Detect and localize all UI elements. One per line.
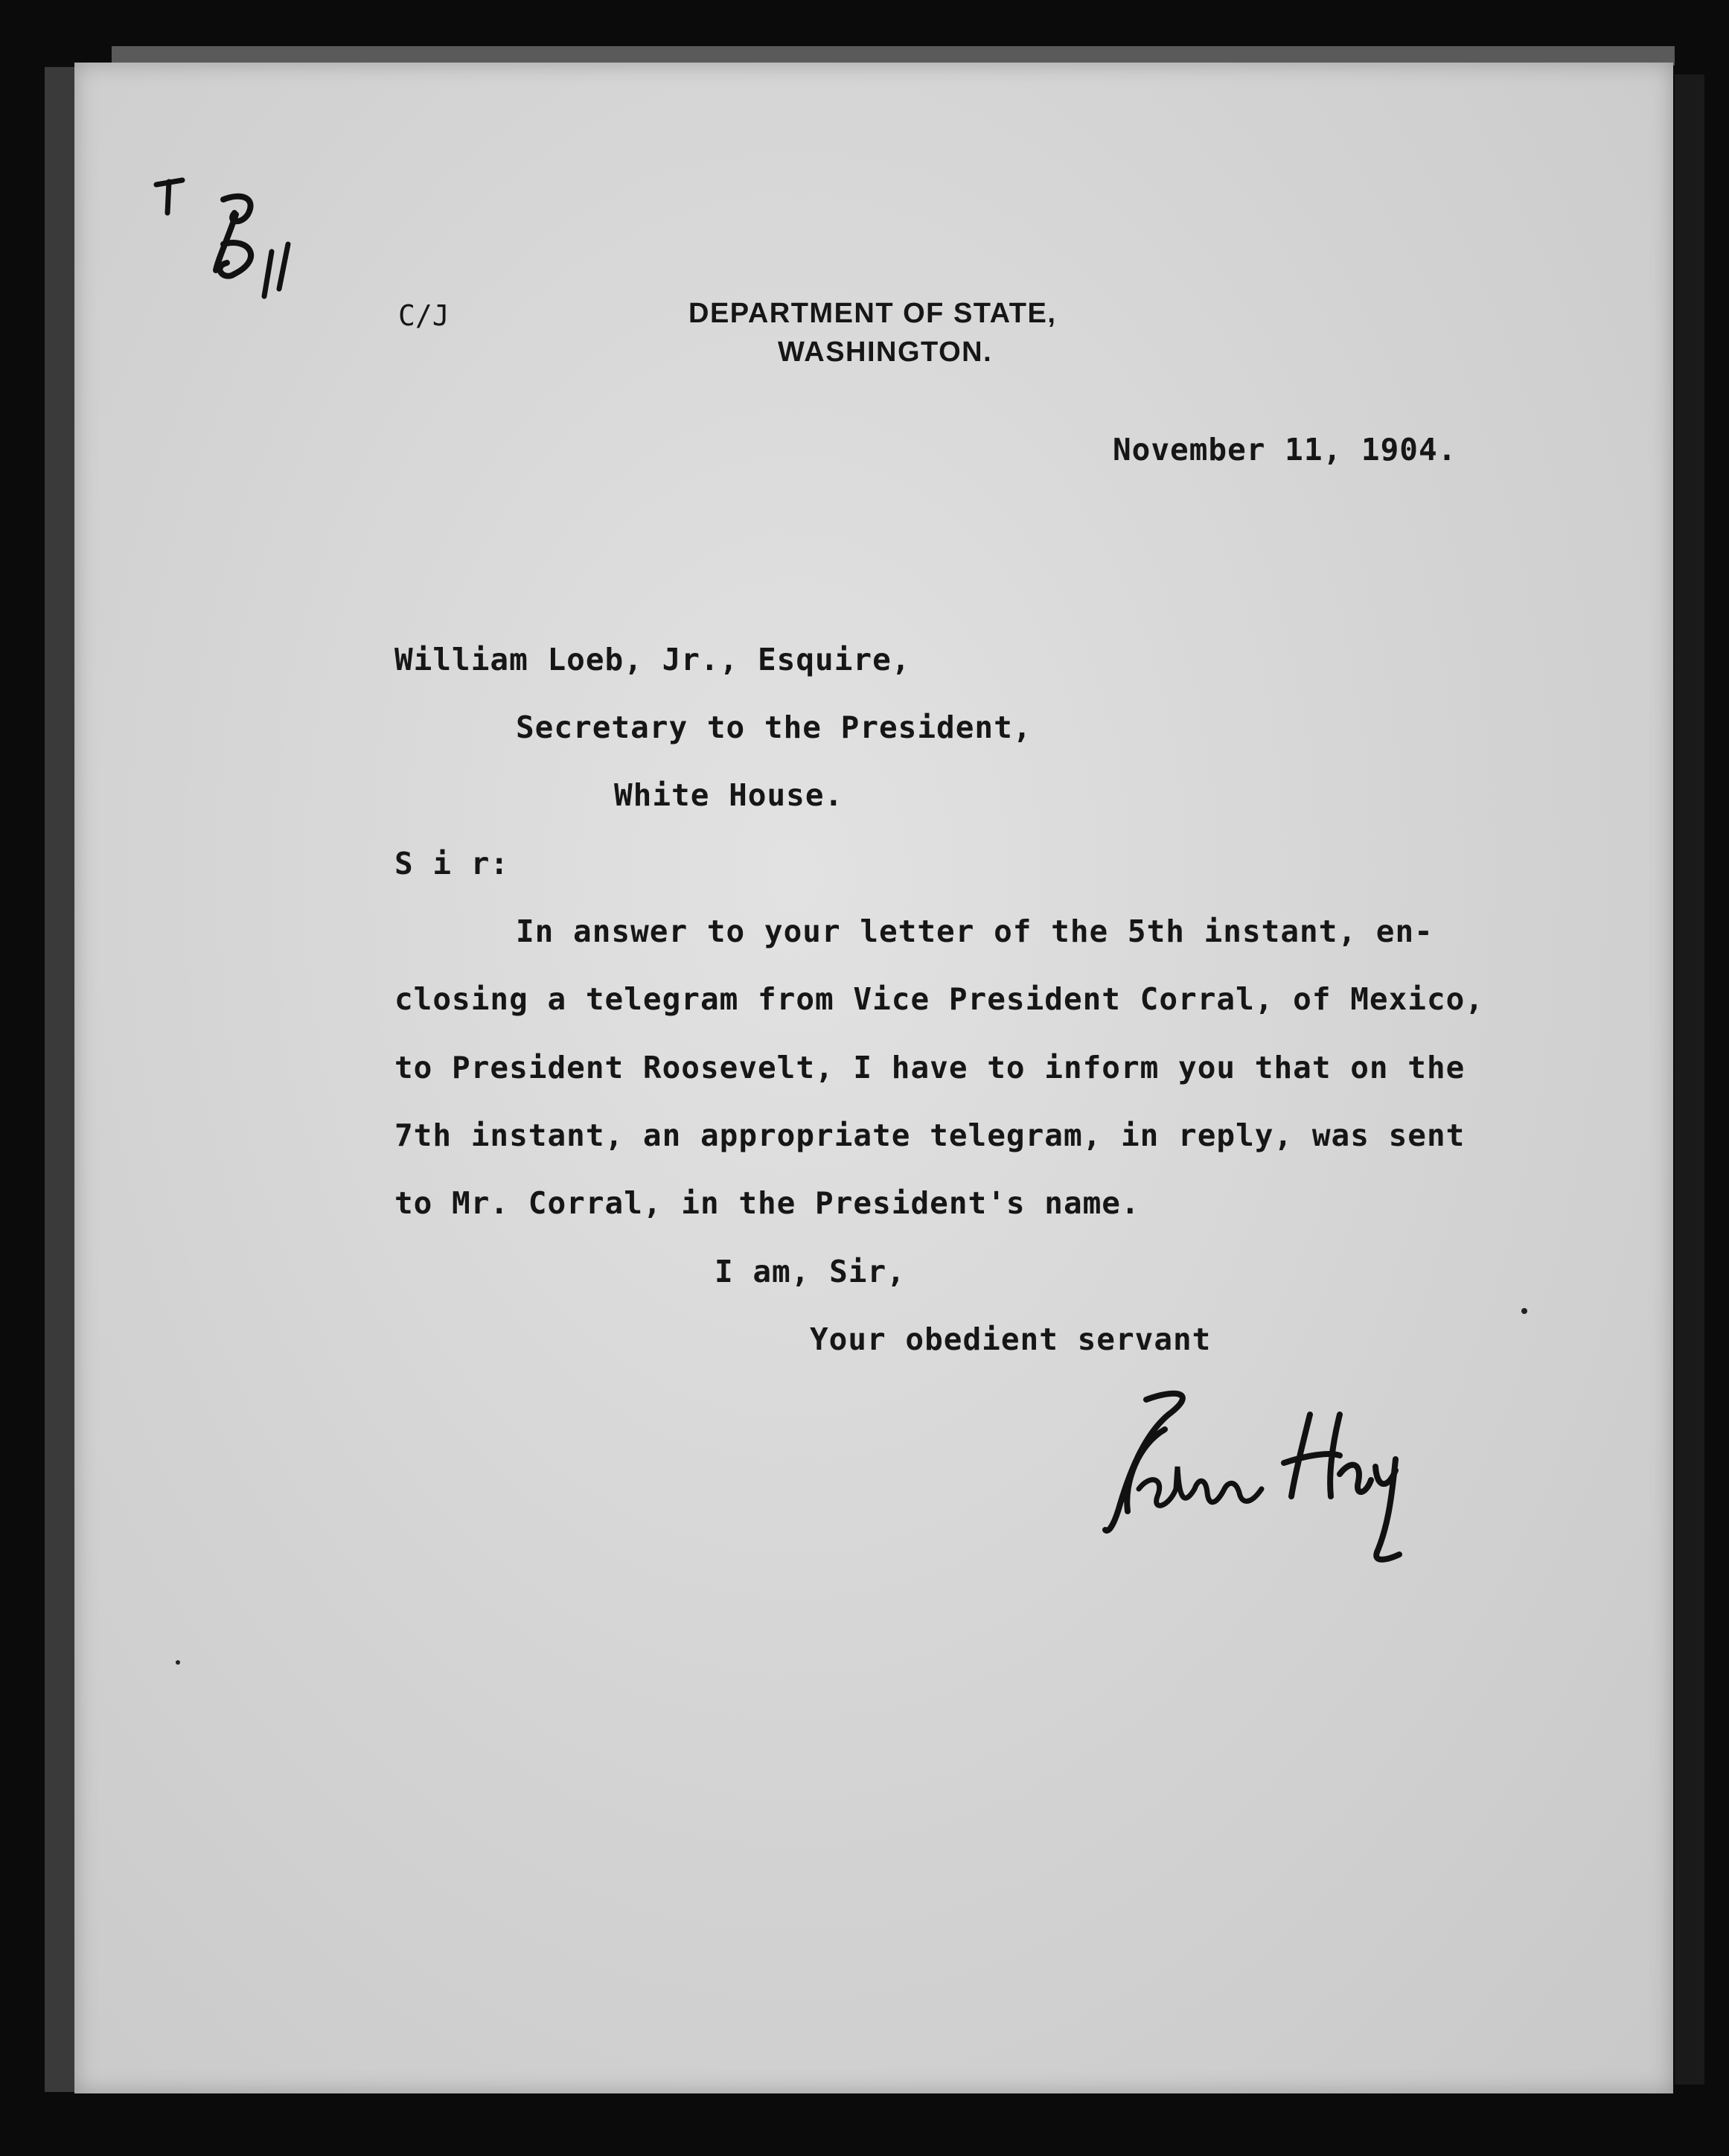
- closing-line-1: I am, Sir,: [715, 1254, 906, 1289]
- body-line-3: to President Roosevelt, I have to inform you that on the: [394, 1050, 1466, 1085]
- body-line-4: 7th instant, an appropriate telegram, in reply, was sent: [394, 1117, 1466, 1153]
- handwritten-signature: [1094, 1385, 1436, 1578]
- addressee-place: White House.: [614, 777, 844, 813]
- body-line-2: closing a telegram from Vice President Corral, of Mexico,: [394, 981, 1484, 1017]
- addressee-name: William Loeb, Jr., Esquire,: [394, 642, 911, 677]
- letterhead-line-1: DEPARTMENT OF STATE,: [688, 298, 1057, 329]
- salutation: S i r:: [394, 846, 510, 881]
- body-line-1: In answer to your letter of the 5th instant, en-: [516, 913, 1434, 949]
- paper-speck: [1521, 1308, 1527, 1314]
- body-line-5: to Mr. Corral, in the President's name.: [394, 1185, 1140, 1221]
- paper-speck: [176, 1660, 180, 1665]
- letterhead-line-2: WASHINGTON.: [778, 337, 993, 368]
- addressee-title: Secretary to the President,: [516, 709, 1032, 745]
- closing-line-2: Your obedient servant: [810, 1321, 1212, 1357]
- handwritten-initials-mark: [153, 170, 316, 319]
- reference-code: C/J: [398, 299, 450, 332]
- letter-date: November 11, 1904.: [1113, 432, 1457, 468]
- page-edge-right: [1675, 74, 1704, 2085]
